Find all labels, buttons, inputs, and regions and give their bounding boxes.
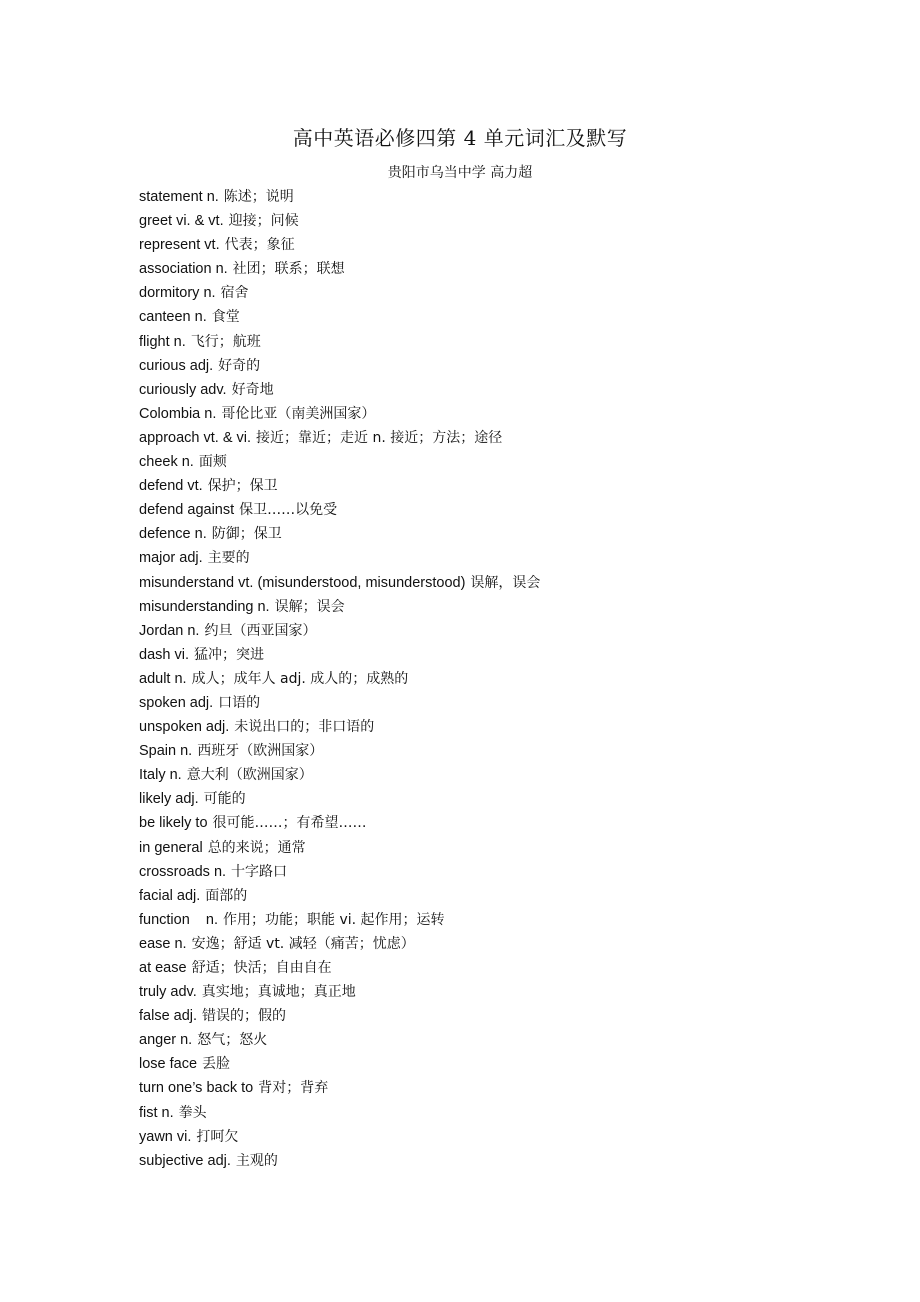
vocab-meaning: 保卫……以免受 (239, 502, 338, 519)
vocab-meaning: 面部的 (205, 887, 248, 904)
vocab-entry (139, 354, 839, 378)
vocab-entry (139, 763, 839, 787)
vocab-meaning: 意大利（欧洲国家） (186, 767, 313, 784)
vocab-term: statement n. (139, 189, 219, 205)
vocab-term: Italy n. (139, 767, 182, 784)
vocab-meaning: 拳头 (178, 1104, 207, 1121)
vocab-meaning: 很可能……；有希望…… (212, 815, 367, 832)
vocab-term: function n. (139, 911, 218, 928)
vocab-term: misunderstanding n. (139, 598, 270, 615)
vocab-entry (139, 715, 839, 739)
vocab-meaning: 哥伦比亚（南美洲国家） (221, 405, 376, 422)
vocab-term: be likely to (139, 815, 208, 832)
vocab-meaning: 主观的 (235, 1152, 278, 1169)
vocab-term: in general (139, 839, 203, 856)
vocab-term: ease n. (139, 935, 187, 952)
vocab-term: greet vi. & vt. (139, 213, 224, 230)
vocab-entry (139, 546, 839, 570)
vocab-meaning: 好奇地 (231, 381, 274, 398)
vocab-entry (139, 1125, 839, 1149)
vocab-term: truly adv. (139, 984, 197, 1001)
vocab-meaning: 约旦（西亚国家） (204, 622, 317, 639)
vocab-term: adult n. (139, 670, 187, 687)
vocab-term: cheek n. (139, 454, 194, 471)
vocab-meaning: 背对；背弃 (258, 1080, 329, 1097)
vocab-term: likely adj. (139, 791, 199, 808)
vocab-entry (139, 522, 839, 546)
vocab-term: misunderstand vt. (misunderstood, misunderstood) (139, 574, 466, 591)
vocab-entry (139, 185, 839, 209)
vocab-term: fist n. (139, 1104, 174, 1121)
vocab-meaning: 真实地；真诚地；真正地 (201, 984, 356, 1001)
vocab-entry (139, 330, 839, 354)
vocab-entry (139, 932, 839, 956)
vocab-term: curiously adv. (139, 381, 227, 398)
vocab-term: canteen n. (139, 309, 207, 326)
vocab-entry (139, 305, 839, 329)
vocab-meaning: 陈述；说明 (223, 189, 294, 205)
vocab-term: Colombia n. (139, 405, 217, 422)
vocab-term: at ease (139, 960, 187, 976)
vocab-term: association n. (139, 261, 228, 278)
vocab-meaning: 未说出口的；非口语的 (234, 719, 375, 736)
vocab-entry (139, 378, 839, 402)
author-line: 贵阳市乌当中学 高力超 (387, 165, 533, 181)
vocab-entry (139, 787, 839, 811)
vocab-term: Jordan n. (139, 622, 200, 639)
vocab-meaning: 社团；联系；联想 (232, 261, 345, 278)
vocab-meaning: 总的来说；通常 (207, 839, 306, 856)
vocab-meaning: 西班牙（欧洲国家） (197, 743, 324, 760)
vocab-term: Spain n. (139, 743, 193, 760)
vocab-entry (139, 884, 839, 908)
vocab-meaning: 接近；靠近；走近 n. 接近；方法；途径 (256, 429, 503, 446)
vocab-meaning: 宿舍 (220, 285, 249, 302)
vocab-meaning: 丢脸 (202, 1056, 231, 1073)
vocab-entry (139, 619, 839, 643)
vocab-entry (139, 474, 839, 498)
vocab-entry (139, 233, 839, 257)
vocab-entry (139, 571, 839, 595)
vocab-meaning: 好奇的 (218, 357, 261, 374)
vocab-entry (139, 595, 839, 619)
vocab-term: curious adj. (139, 357, 214, 374)
vocab-meaning: 代表；象征 (224, 237, 295, 254)
vocab-entry (139, 1076, 839, 1100)
vocab-entry (139, 739, 839, 763)
vocab-entry (139, 426, 839, 450)
vocab-entry (139, 257, 839, 281)
vocab-meaning: 错误的；假的 (202, 1008, 287, 1025)
vocab-term: turn one’s back to (139, 1080, 254, 1097)
vocab-meaning: 飞行；航班 (190, 333, 261, 350)
vocab-meaning: 保护；保卫 (207, 478, 278, 495)
vocab-entry (139, 281, 839, 305)
vocab-meaning: 防御；保卫 (211, 526, 282, 543)
vocab-term: false adj. (139, 1008, 198, 1025)
vocab-entry (139, 1028, 839, 1052)
vocab-entry (139, 908, 839, 932)
vocab-term: defend vt. (139, 478, 203, 495)
vocab-term: subjective adj. (139, 1152, 231, 1169)
vocab-entry (139, 691, 839, 715)
vocab-term: yawn vi. (139, 1128, 192, 1145)
vocab-entry (139, 836, 839, 860)
vocab-meaning: 怒气；怒火 (197, 1032, 268, 1049)
vocab-term: spoken adj. (139, 694, 214, 711)
vocab-meaning: 十字路口 (231, 863, 288, 880)
vocabulary-list (139, 185, 839, 1173)
vocab-term: dash vi. (139, 646, 189, 663)
vocab-meaning: 面颊 (198, 454, 227, 471)
vocab-entry (139, 1052, 839, 1076)
vocab-entry (139, 811, 839, 835)
vocab-meaning: 舒适；快活；自由自在 (191, 960, 332, 976)
vocab-meaning: 误解；误会 (274, 598, 345, 615)
vocab-meaning: 成人；成年人 adj. 成人的；成熟的 (191, 670, 409, 687)
vocab-term: defend against (139, 502, 235, 519)
vocab-entry (139, 402, 839, 426)
document-title: 高中英语必修四第 4 单元词汇及默写 (292, 126, 628, 150)
vocab-entry (139, 860, 839, 884)
vocab-term: crossroads n. (139, 863, 227, 880)
vocab-term: lose face (139, 1056, 198, 1073)
vocab-entry (139, 1101, 839, 1125)
vocab-entry (139, 450, 839, 474)
vocab-term: represent vt. (139, 237, 220, 254)
vocab-meaning: 安逸；舒适 vt. 减轻（痛苦；忧虑） (191, 935, 415, 952)
vocab-meaning: 误解，误会 (470, 574, 541, 591)
vocab-term: defence n. (139, 526, 207, 543)
vocab-entry (139, 498, 839, 522)
vocab-term: dormitory n. (139, 285, 216, 302)
vocab-meaning: 迎接；问候 (228, 213, 299, 230)
vocab-term: flight n. (139, 333, 186, 350)
vocab-entry (139, 643, 839, 667)
vocab-meaning: 食堂 (211, 309, 240, 326)
vocab-term: major adj. (139, 550, 203, 567)
vocab-entry (139, 980, 839, 1004)
vocab-term: unspoken adj. (139, 719, 230, 736)
vocab-meaning: 口语的 (218, 694, 261, 711)
vocab-meaning: 可能的 (203, 791, 246, 808)
vocab-entry (139, 956, 839, 980)
vocab-term: facial adj. (139, 887, 201, 904)
vocab-term: approach vt. & vi. (139, 429, 252, 446)
vocab-entry (139, 209, 839, 233)
vocab-meaning: 打呵欠 (196, 1128, 239, 1145)
vocab-meaning: 猛冲；突进 (193, 646, 264, 663)
vocab-entry (139, 1004, 839, 1028)
vocab-entry (139, 1149, 839, 1173)
vocab-term: anger n. (139, 1032, 193, 1049)
vocab-meaning: 作用；功能；职能 vi. 起作用；运转 (223, 911, 445, 928)
vocab-meaning: 主要的 (207, 550, 250, 567)
vocab-entry (139, 667, 839, 691)
